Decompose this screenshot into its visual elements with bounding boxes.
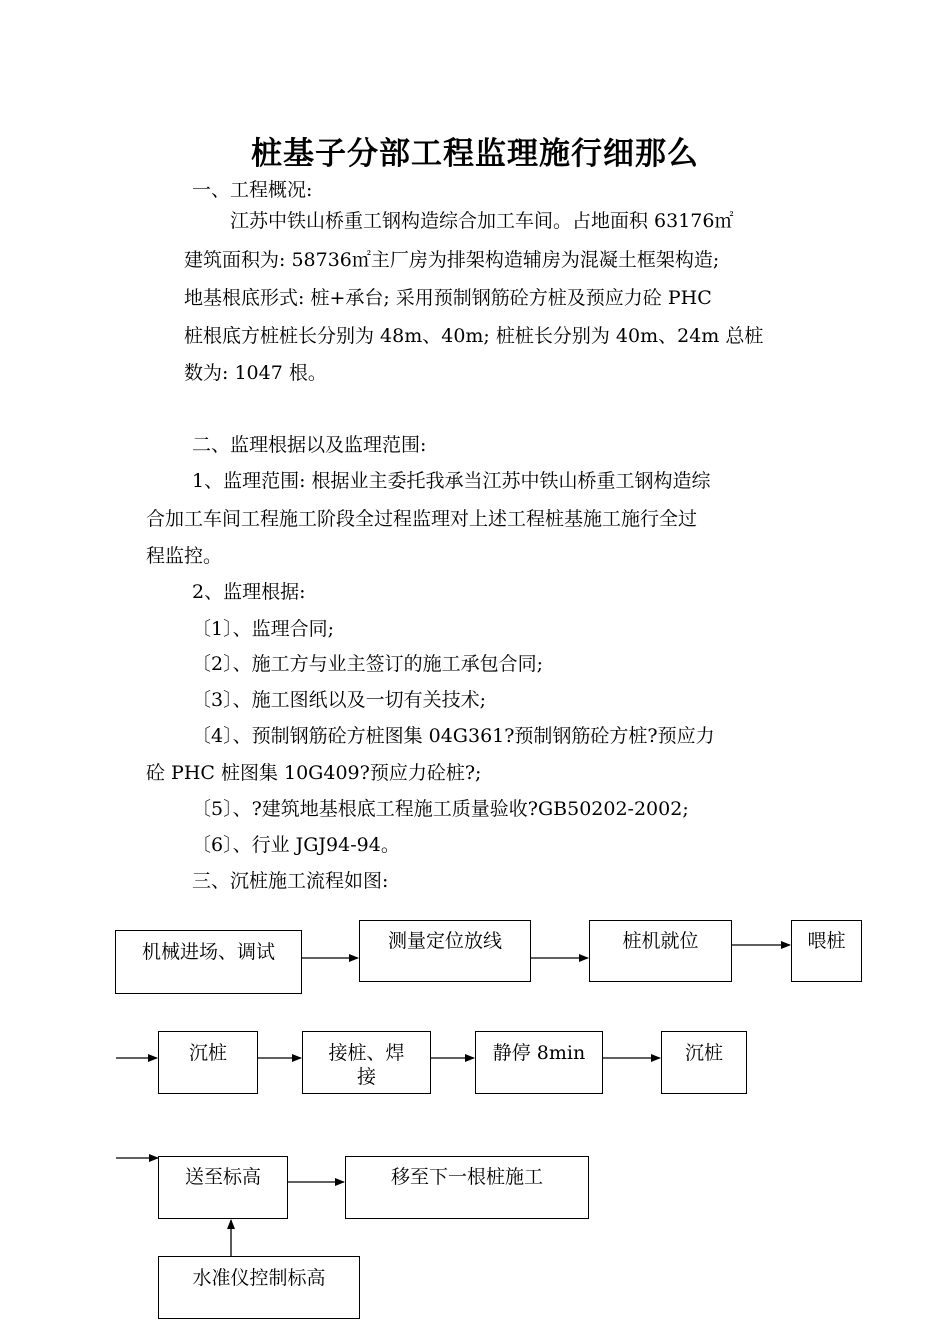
flow-box-survey-layout: 测量定位放线 <box>359 920 531 982</box>
flow-box-drive-to-elevation: 送至标高 <box>158 1156 288 1219</box>
scope-line: 1、监理范围: 根据业主委托我承当江苏中铁山桥重工钢构造综 <box>192 470 711 492</box>
flow-box-sink-pile: 沉桩 <box>158 1031 258 1094</box>
flow-box-pile-splice-weld: 接桩、焊 接 <box>302 1031 431 1094</box>
basis-item: 〔2〕、施工方与业主签订的施工承包合同; <box>192 653 543 675</box>
basis-item: 〔3〕、施工图纸以及一切有关技术; <box>192 689 486 711</box>
basis-item: 砼 PHC 桩图集 10G409?预应力砼桩?; <box>146 762 482 784</box>
basis-item: 〔1〕、监理合同; <box>192 618 334 640</box>
flow-box-rest-8min: 静停 8min <box>475 1031 603 1094</box>
section3-heading: 三、沉桩施工流程如图: <box>192 870 389 892</box>
overview-line: 地基根底形式: 桩+承台; 采用预制钢筋砼方桩及预应力砼 PHC <box>184 287 712 309</box>
flow-box-machine-entry: 机械进场、调试 <box>115 930 302 994</box>
overview-line: 数为: 1047 根。 <box>184 362 327 384</box>
basis-heading: 2、监理根据: <box>192 581 306 603</box>
overview-line: 江苏中铁山桥重工钢构造综合加工车间。占地面积 63176㎡ <box>230 210 734 232</box>
document-title: 桩基子分部工程监理施行细那么 <box>251 136 699 172</box>
scope-line: 程监控。 <box>146 545 223 567</box>
section2-heading: 二、监理根据以及监理范围: <box>192 434 427 456</box>
flow-box-sink-pile-2: 沉桩 <box>661 1031 747 1094</box>
flow-box-feed-pile: 喂桩 <box>791 920 862 982</box>
basis-item: 〔4〕、预制钢筋砼方桩图集 04G361?预制钢筋砼方桩?预应力 <box>192 725 715 747</box>
overview-line: 建筑面积为: 58736㎡主厂房为排架构造辅房为混凝土框架构造; <box>184 249 720 271</box>
overview-line: 桩根底方桩桩长分别为 48m、40m; 桩桩长分别为 40m、24m 总桩 <box>184 325 764 347</box>
basis-item: 〔6〕、行业 JGJ94-94。 <box>192 834 400 856</box>
basis-item: 〔5〕、?建筑地基根底工程施工质量验收?GB50202-2002; <box>192 798 689 820</box>
flow-box-move-next-pile: 移至下一根桩施工 <box>345 1156 589 1219</box>
scope-line: 合加工车间工程施工阶段全过程监理对上述工程桩基施工施行全过 <box>146 508 698 530</box>
flow-box-pile-machine-position: 桩机就位 <box>589 920 732 982</box>
flow-box-level-control: 水准仪控制标高 <box>158 1256 360 1319</box>
section1-heading: 一、工程概况: <box>192 179 313 201</box>
